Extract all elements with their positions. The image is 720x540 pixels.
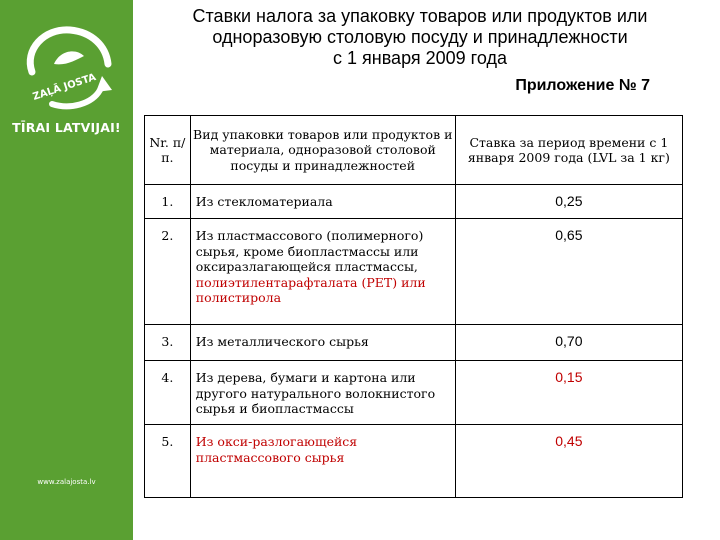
row-desc-highlight: Из окси-разлогающейся пластмассового сырья xyxy=(195,434,358,465)
row-number: 4. xyxy=(161,370,174,385)
table-row xyxy=(145,425,683,498)
row-rate: 0,70 xyxy=(555,333,583,349)
row-desc: Из стекломатериала xyxy=(195,194,333,209)
header-number: Nr. п/п. xyxy=(145,116,191,185)
table-header-row xyxy=(145,116,683,185)
logo-leaf-icon xyxy=(54,51,84,64)
sidebar xyxy=(0,0,133,540)
row-desc: Из дерева, бумаги и картона или другого натурального волокнистого сырья и биопластмассы xyxy=(195,370,436,416)
page-title xyxy=(140,6,700,69)
row-number: 1. xyxy=(161,194,174,209)
row-number: 5. xyxy=(161,434,174,449)
title-line: Ставки налога за упаковку товаров или продуктов или xyxy=(192,6,648,26)
table-row xyxy=(145,361,683,425)
row-rate: 0,25 xyxy=(555,193,583,209)
website-link[interactable]: www.zalajosta.lv xyxy=(37,478,96,486)
logo-text: ZAĻĀ JOSTA xyxy=(31,72,98,103)
title-line: с 1 января 2009 года xyxy=(333,48,507,68)
row-rate: 0,45 xyxy=(555,433,583,449)
logo-swoosh xyxy=(30,30,108,72)
zala-josta-logo xyxy=(14,20,118,112)
header-rate: Ставка за период времени с 1 января 2009 года (LVL за 1 кг) xyxy=(455,116,682,185)
header-type: Вид упаковки товаров или продуктов и материала, одноразовой столовой посуды и принадлежностей xyxy=(190,116,455,185)
row-rate: 0,15 xyxy=(555,369,583,385)
arrow-head-icon xyxy=(96,76,112,92)
title-line: одноразовую столовую посуду и принадлежности xyxy=(212,27,628,47)
row-number: 2. xyxy=(161,228,174,243)
table-row xyxy=(145,219,683,325)
row-desc: Из металлического сырья xyxy=(195,334,369,349)
slogan: TĪRAI LATVIJAI! xyxy=(12,120,121,135)
row-number: 3. xyxy=(161,334,174,349)
appendix-label: Приложение № 7 xyxy=(515,77,650,94)
tax-rates-table xyxy=(144,115,683,498)
row-desc: Из пластмассового (полимерного) сырья, кроме биопластмассы или оксиразлагающейся пластмассы, xyxy=(195,228,424,274)
table-row xyxy=(145,325,683,361)
row-rate: 0,65 xyxy=(555,227,583,243)
table-row xyxy=(145,185,683,219)
row-desc-highlight: полиэтилентарафталата (PET) или полистирола xyxy=(195,274,426,305)
